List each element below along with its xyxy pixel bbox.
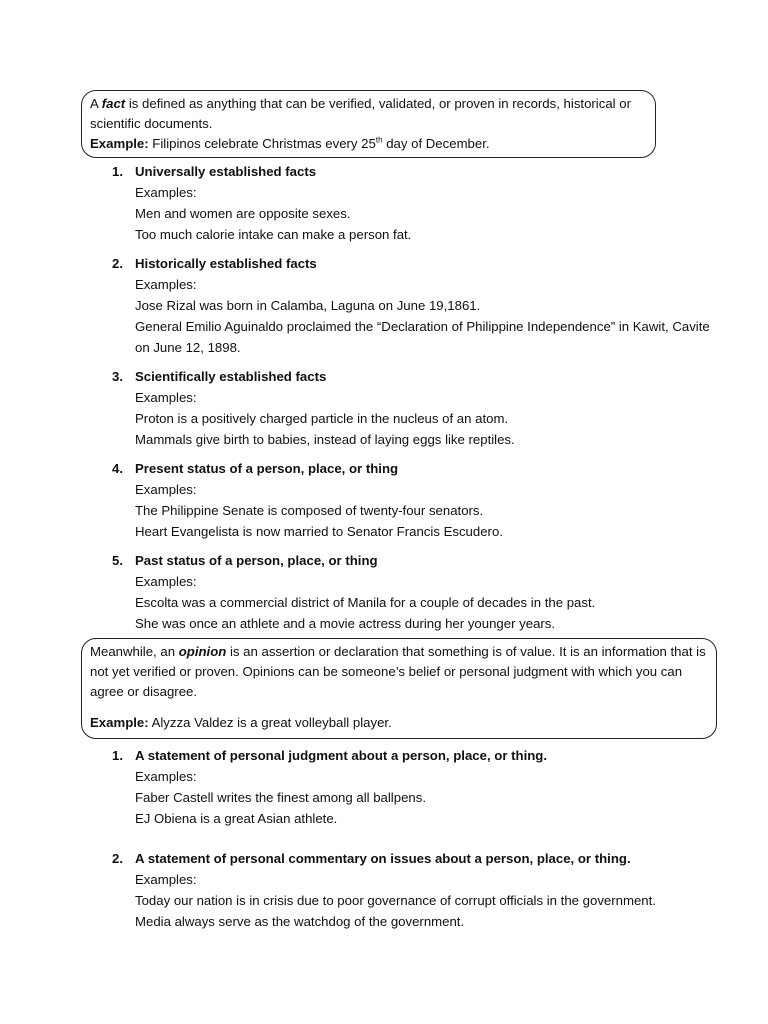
example-line: Mammals give birth to babies, instead of laying eggs like reptiles. [135, 432, 515, 447]
fact-type-5 [112, 551, 595, 634]
fact-term: fact [101, 96, 126, 111]
example-line: Media always serve as the watchdog of the government. [135, 914, 465, 929]
opinion-definition: Meanwhile, an opinion is an assertion or declaration that something is of value. It is an information that is not yet verified or proven. Opinions can be someone’s belief or personal judgment with which you can agree or disagree. [90, 644, 706, 699]
example-line: The Philippine Senate is composed of twenty-four senators. [135, 503, 484, 518]
opinion-term: opinion [178, 644, 227, 659]
example-line: on June 12, 1898. [135, 340, 241, 355]
example-line: Too much calorie intake can make a person fat. [135, 227, 412, 242]
opinion-type-1 [112, 746, 547, 829]
section-heading: 4. Present status of a person, place, or thing [112, 461, 399, 476]
example-line: Heart Evangelista is now married to Senator Francis Escudero. [135, 524, 503, 539]
section-heading: 5. Past status of a person, place, or thing [112, 553, 378, 568]
example-line: Faber Castell writes the finest among all ballpens. [135, 790, 427, 805]
example-line: She was once an athlete and a movie actress during her younger years. [135, 616, 556, 631]
fact-definition-box [81, 90, 656, 158]
examples-label: Examples: [135, 277, 197, 292]
examples-label: Examples: [135, 872, 197, 887]
examples-label: Examples: [135, 185, 197, 200]
examples-label: Examples: [135, 390, 197, 405]
fact-type-2 [112, 254, 710, 358]
example-line: EJ Obiena is a great Asian athlete. [135, 811, 338, 826]
fact-type-1 [112, 162, 411, 245]
examples-label: Examples: [135, 769, 197, 784]
section-heading: 1. Universally established facts [112, 164, 317, 179]
opinion-type-2 [112, 849, 656, 932]
example-line: Men and women are opposite sexes. [135, 206, 351, 221]
section-heading: 2. Historically established facts [112, 256, 317, 271]
fact-example: Example: Filipinos celebrate Christmas every 25th day of December. [90, 135, 490, 151]
examples-label: Examples: [135, 482, 197, 497]
fact-type-4 [112, 459, 503, 542]
example-line: Proton is a positively charged particle in the nucleus of an atom. [135, 411, 509, 426]
example-line: Jose Rizal was born in Calamba, Laguna on June 19,1861. [135, 298, 481, 313]
example-label: Example: [90, 715, 149, 730]
example-line: General Emilio Aguinaldo proclaimed the “Declaration of Philippine Independence” in Kawit, Cavite [135, 319, 710, 334]
example-label: Example: [90, 136, 149, 151]
opinion-definition-box [81, 638, 717, 739]
example-line: Escolta was a commercial district of Manila for a couple of decades in the past. [135, 595, 596, 610]
section-heading: 1. A statement of personal judgment about a person, place, or thing. [112, 748, 548, 763]
opinion-example: Example: Alyzza Valdez is a great volleyball player. [90, 715, 392, 730]
fact-type-3 [112, 367, 515, 450]
example-line: Today our nation is in crisis due to poor governance of corrupt officials in the government. [135, 893, 656, 908]
section-heading: 2. A statement of personal commentary on issues about a person, place, or thing. [112, 851, 631, 866]
section-heading: 3. Scientifically established facts [112, 369, 327, 384]
fact-definition: A fact is defined as anything that can be verified, validated, or proven in records, historical or scientific documents. [90, 96, 631, 131]
examples-label: Examples: [135, 574, 197, 589]
